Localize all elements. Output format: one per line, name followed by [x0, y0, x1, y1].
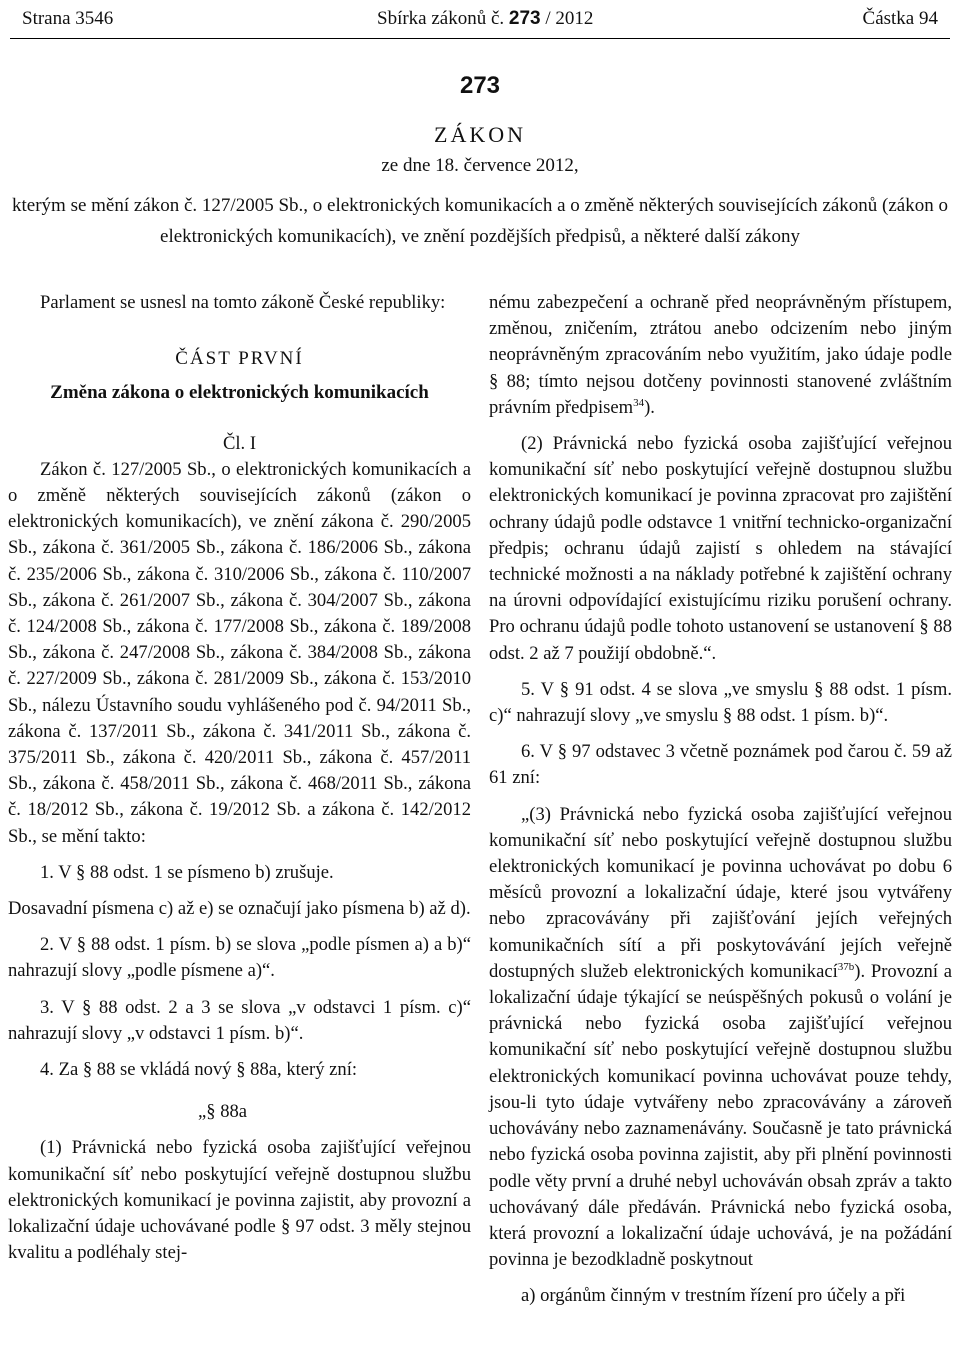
continued-paragraph: nému zabezpečení a ochraně před neoprávněným přístupem, změnou, zničením, ztrátou anebo odcizením nebo jiným neoprávněným zpracováním nebo využitím, jako údaje podle § 88; tímto nejsou dotčeny povinnosti stanovené zvláštním právním předpisem$^{34}$). [489, 292, 952, 418]
part-heading: ČÁST PRVNÍ [175, 348, 304, 370]
intro-paragraph: Zákon č. 127/2005 Sb., o elektronických komunikacích a o změně některých souvisejících zákonů (zákon o elektronických komunikacích), ve znění zákona č. 290/2005 Sb., zákona č. 361/2005 Sb., zákona č. 186/2006 Sb., zákona č. 235/2006 Sb., zákona č. 310/2006 Sb., zákona č. 110/2007 Sb., zákona č. 261/2007 Sb., zákona č. 304/2007 Sb., zákona č. 124/2008 Sb., zákona č. 177/2008 Sb., zákona č. 189/2008 Sb., zákona č. 247/2008 Sb., zákona č. 384/2008 Sb., zákona č. 227/2009 Sb., zákona č. 281/2009 Sb., zákona č. 153/2010 Sb., nálezu Ústavního soudu vyhlášeného pod č. 94/2011 Sb., zákona č. 137/2011 Sb., zákona č. 341/2011 Sb., zákona č. 375/2011 Sb., zákona č. 420/2011 Sb., zákona č. 457/2011 Sb., zákona č. 458/2011 Sb., zákona č. 468/2011 Sb., zákona č. 18/2012 Sb., zákona č. 19/2012 Sb. a zákona č. 142/2012 Sb., se mění takto: [8, 458, 471, 847]
section-heading: „§ 88a [198, 1101, 248, 1123]
header-rule [10, 38, 950, 39]
left-column [8, 290, 471, 1267]
amendment-item-6: 6. V § 97 odstavec 3 včetně poznámek pod čarou č. 59 až 61 zní: [489, 741, 952, 789]
collection-title: Sbírka zákonů č. 273 / 2012 [377, 8, 594, 29]
paragraph-2: (2) Právnická nebo fyzická osoba zajišťující veřejnou komunikační síť nebo poskytující veřejně dostupnou službu elektronických komunikací je povinna zpracovat pro zajištění ochrany údajů podle odstavce 1 vnitřní technicko-organizační předpis; ochranu údajů zajistí s ohledem na stávající technické možnosti a na náklady potřebné k zajištění ochrany na úrovni odpovídající existujícímu riziku porušení ochrany. Pro ochranu údajů podle tohoto ustanovení se ustanovení § 88 odst. 2 až 7 použijí obdobně.“. [489, 433, 952, 664]
article-heading: Čl. I [222, 432, 257, 454]
amendment-item-3: 3. V § 88 odst. 2 a 3 se slova „v odstavci 1 písm. c)“ nahrazují slovy „v odstavci 1 písm. b)“. [8, 996, 471, 1044]
page-number: Strana 3546 [22, 8, 114, 29]
law-title: kterým se mění zákon č. 127/2005 Sb., o elektronických komunikacích a o změně některých souvisejících zákonů (zákon o elektronických komunikacích), ve znění pozdějších předpisů, a některé další zákony [12, 195, 948, 247]
law-number: 273 [459, 72, 501, 99]
part-subtitle: Změna zákona o elektronických komunikacích [50, 382, 429, 404]
issue-part: Částka 94 [862, 8, 938, 29]
amendment-item-2: 2. V § 88 odst. 1 písm. b) se slova „podle písmen a) a b)“ nahrazují slovy „podle písmene a)“. [8, 934, 471, 982]
amendment-item-5: 5. V § 91 odst. 4 se slova „ve smyslu § 88 odst. 1 písm. c)“ nahrazují slovy „ve smyslu § 88 odst. 1 písm. b)“. [489, 678, 952, 727]
footnote-ref: 37b [837, 960, 855, 973]
list-item-a: a) orgánům činným v trestním řízení pro účely a při [521, 1285, 906, 1307]
collection-number: 273 [508, 8, 541, 29]
paragraph-3: „(3) Právnická nebo fyzická osoba zajišťující veřejnou komunikační síť nebo poskytující veřejně dostupnou službu elektronických komunikací je povinna uchovávat po dobu 6 měsíců provozní a lokalizační údaje, které jsou vytvářeny nebo zpracovávány při zajišťování jejích veřejných komunikačních sítí a při poskytovávání jejích veřejně dostupných služeb elektronických komunikací$^{37b}$). Provozní a lokalizační údaje týkající se neúspěšných pokusů o volání je právnická nebo fyzická osoba zajišťující veřejnou komunikační síť nebo poskytující veřejně dostupnou službu elektronických komunikací povinna uchovávat pouze tehdy, jsou-li tyto údaje vytvářeny nebo zpracovávány a zároveň uchovávány nebo zaznamenávány. Současně je tato právnická nebo fyzická osoba povinna zajistit, aby při plnění povinnosti podle věty první a druhé nebyl uchováván obsah zpráv a takto uchovávaný dále předáván. Právnická nebo fyzická osoba, která provozní a lokalizační údaje uchovává, je na požádání povinna je bezodkladně poskytnout [489, 803, 953, 1271]
amendment-item-1-note: Dosavadní písmena c) až e) se označují jako písmena b) až d). [8, 898, 471, 920]
page-header [22, 6, 938, 32]
law-date: ze dne 18. července 2012, [381, 155, 579, 176]
amendment-item-1: 1. V § 88 odst. 1 se písmeno b) zrušuje. [40, 861, 334, 883]
paragraph-1: (1) Právnická nebo fyzická osoba zajišťující veřejnou komunikační síť nebo poskytující veřejně dostupnou službu elektronických komunikací je povinna zajistit, aby provozní a lokalizační údaje uchovávané podle § 97 odst. 3 měly stejnou kvalitu a podléhaly stej- [8, 1137, 471, 1264]
amendment-item-4: 4. Za § 88 se vkládá nový § 88a, který zní: [40, 1059, 358, 1081]
preamble: Parlament se usnesl na tomto zákoně České republiky: [40, 292, 446, 313]
law-type: ZÁKON [434, 122, 526, 147]
footnote-ref: 34 [633, 396, 645, 409]
right-column [489, 290, 952, 1310]
